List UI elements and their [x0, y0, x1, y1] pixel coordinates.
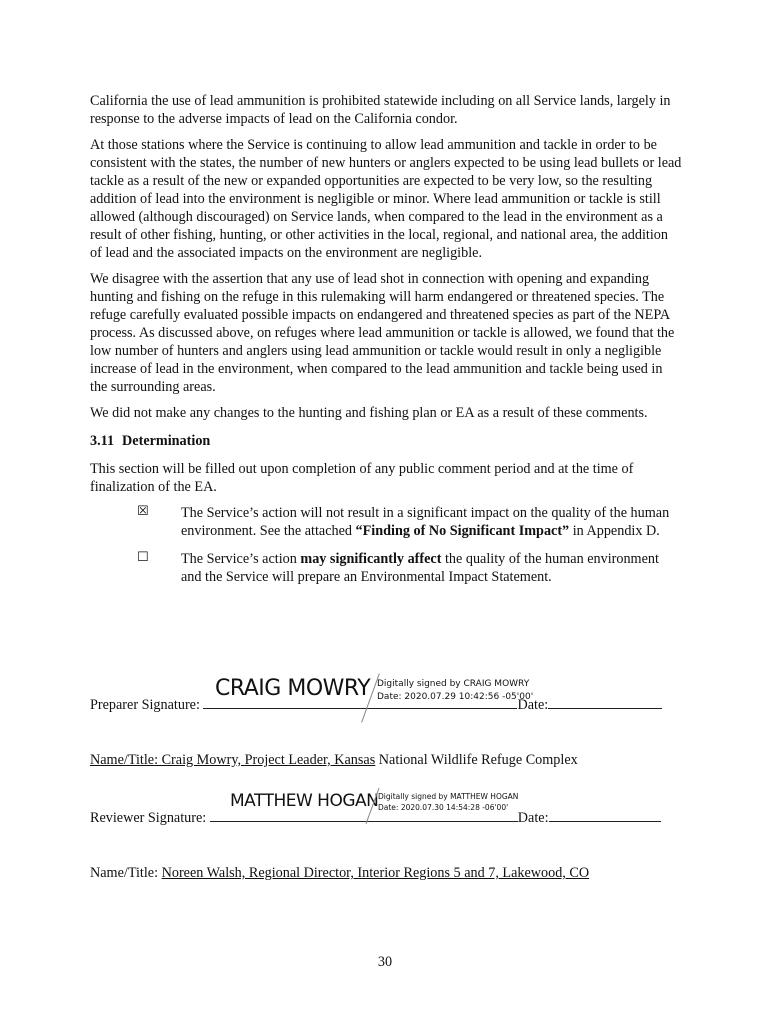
- significant-affect-emphasis: may significantly affect: [300, 551, 442, 567]
- paragraph-no-changes: We did not make any changes to the hunting and fishing plan or EA as a result of these comments.: [90, 405, 648, 421]
- reviewer-signed-date: Date: 2020.07.30 14:54:28 -06'00': [378, 803, 509, 812]
- paragraph-disagree: We disagree with the assertion that any use of lead shot in connection with opening and expanding hunting and fishing on the refuge in this rulemaking will harm endangered or threatened species. The refuge carefully evaluated possible impacts on endangered and threatened species as part of the NEPA process. As discussed above, on refuges where lead ammunition or tackle is allowed, we found that the low number of hunters and anglers using lead ammunition or tackle would result in only a negligible increase of lead in the environment, when compared to the lead ammunition and tackle being used in the surrounding areas.: [90, 271, 675, 395]
- reviewer-signed-by: Digitally signed by MATTHEW HOGAN: [378, 792, 519, 801]
- reviewer-date-label: Date:: [517, 810, 549, 826]
- checked-checkbox-icon[interactable]: ☒: [137, 504, 149, 519]
- option-significant-affect: ☐ The Service’s action may significantly affect the quality of the human environment and the Service will prepare an Environmental Impact Statement.: [137, 550, 659, 585]
- reviewer-name-title: Name/Title: Noreen Walsh, Regional Director, Interior Regions 5 and 7, Lakewood, CO: [90, 865, 590, 881]
- unchecked-checkbox-icon[interactable]: ☐: [137, 550, 149, 565]
- preparer-signed-date: Date: 2020.07.29 10:42:56 -05'00': [377, 692, 534, 702]
- option-no-significant-impact: ☒ The Service’s action will not result in a significant impact on the quality of the human environment. See the attached “Finding of No Significant Impact” in Appendix D.: [137, 504, 670, 539]
- preparer-name-title: Name/Title: Craig Mowry, Project Leader, Kansas National Wildlife Refuge Complex: [90, 752, 578, 768]
- paragraph-stations: At those stations where the Service is continuing to allow lead ammunition and tackle in order to be consistent with the states, the number of new hunters or anglers expected to be using lead bullets or lead tackle as a result of the new or expanded opportunities are expected to be very low, so the resulting addition of lead into the environment is negligible or minor. Where lead ammunition or tackle is still allowed (although discouraged) on Service lands, when compared to the lead in the environment as a result of other fishing, hunting, or other activities in the local, regional, and national area, the addition of lead and the associated impacts on the environment are negligible.: [90, 137, 682, 261]
- section-number: 3.11: [90, 433, 115, 449]
- preparer-date-line[interactable]: [548, 694, 662, 709]
- page-number: 30: [377, 954, 393, 970]
- section-intro: This section will be filled out upon completion of any public comment period and at the time of finalization of the EA.: [90, 461, 634, 495]
- preparer-date-label: Date:: [517, 697, 549, 713]
- reviewer-date-line[interactable]: [549, 807, 661, 822]
- reviewer-signature-label: Reviewer Signature:: [90, 810, 207, 826]
- fonsi-reference: “Finding of No Significant Impact”: [355, 523, 570, 539]
- preparer-signature-name: CRAIG MOWRY: [215, 676, 371, 701]
- section-heading: [90, 432, 682, 450]
- paragraph-california: California the use of lead ammunition is prohibited statewide including on all Service lands, largely in response to the adverse impacts of lead on the California condor.: [90, 93, 671, 127]
- section-title: Determination: [122, 433, 211, 449]
- document-body: [90, 92, 682, 586]
- preparer-signed-by: Digitally signed by CRAIG MOWRY: [377, 679, 530, 689]
- preparer-signature-label: Preparer Signature:: [90, 697, 200, 713]
- reviewer-signature-name: MATTHEW HOGAN: [230, 791, 379, 811]
